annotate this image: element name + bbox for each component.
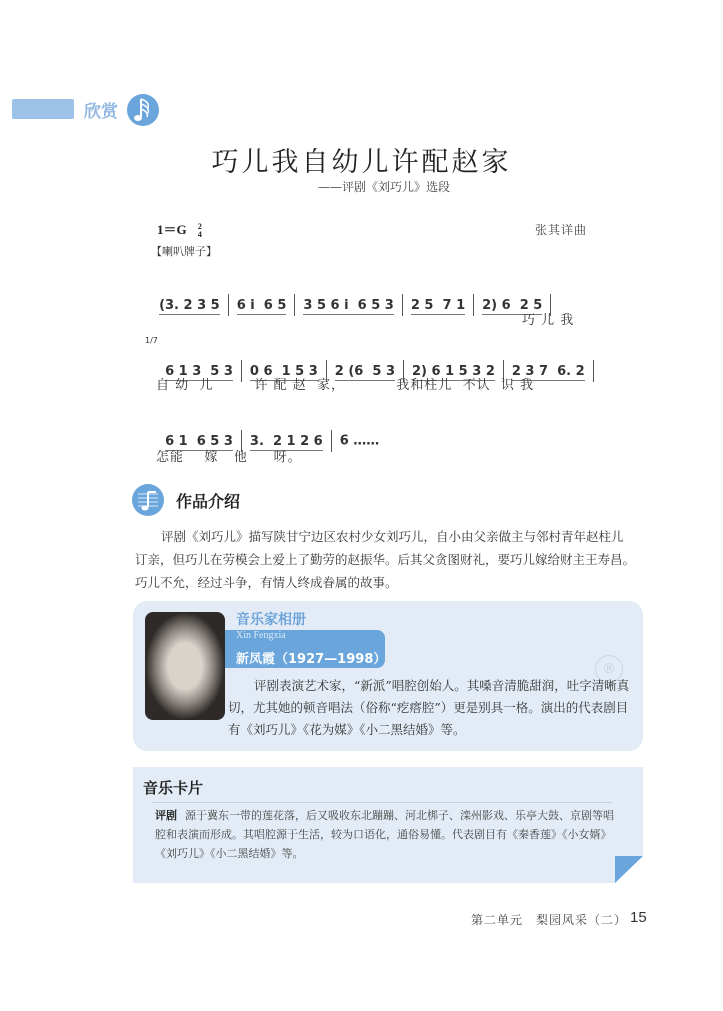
section-label: 欣赏 — [84, 102, 118, 122]
measure: 2) 6 1 5 3 2 — [412, 363, 495, 379]
musician-photo — [145, 612, 225, 720]
intro-title: 作品介绍 — [176, 492, 241, 511]
measure: 6 i 6 5 — [236, 297, 287, 313]
music-note-icon — [126, 93, 160, 127]
score-row-1 — [150, 279, 559, 316]
bar-line — [473, 294, 474, 316]
measure: 6 …… — [339, 433, 380, 449]
musician-pinyin: Xin Fengxia — [236, 630, 286, 641]
card-term: 评剧 — [155, 809, 177, 822]
music-score-icon — [131, 483, 165, 517]
bar-line — [228, 294, 229, 316]
corner-fold-icon — [615, 856, 643, 883]
unit-label: 第二单元 梨园风采（二） — [471, 913, 628, 927]
card-text — [155, 806, 620, 863]
bar-line — [331, 430, 332, 452]
measure: 2) 6 2 5 — [482, 297, 543, 313]
measure: 3. 2 1 2 6 — [249, 433, 323, 449]
measure: 6 1 6 5 3 — [165, 433, 233, 449]
intro-text: 评剧《刘巧儿》描写陕甘宁边区农村少女刘巧儿，自小由父亲做主与邻村青年赵柱儿订亲，但巧儿在劳模会上爱上了勤劳的赵振华。后其父贪图财礼，要巧儿嫁给财主王寿昌。巧儿不允，经过斗争，有情人终成眷属的故事。 — [135, 529, 636, 590]
song-title: 巧儿我自幼儿许配赵家 — [211, 147, 512, 178]
card-title: 音乐卡片 — [143, 779, 204, 797]
song-subtitle: ——评剧《刘巧儿》选段 — [318, 180, 451, 194]
musician-bio: 评剧表演艺术家，“新派”唱腔创始人。其嗓音清脆甜润，吐字清晰真切，尤其她的顿音唱法（俗称“疙瘩腔”）更是别具一格。演出的代表剧目有《刘巧儿》《花为媒》《小二黑结婚》等。 — [228, 678, 630, 737]
measure: (3. 2 3 5 — [159, 297, 220, 313]
card-definition: 源于冀东一带的莲花落，后又吸收东北蹦蹦、河北梆子、滦州影戏、乐亭大鼓、京剧等唱腔和表演而形成。其唱腔源于生活，较为口语化，通俗易懂。代表剧目有《秦香莲》《小女婿》《刘巧儿》《小二黑结婚》等。 — [155, 809, 614, 860]
key-signature — [157, 219, 202, 239]
lyrics-row-1: 巧 儿 我 — [522, 313, 575, 328]
musician-name: 新凤霞（1927—1998） — [236, 652, 387, 667]
time-signature — [198, 223, 202, 239]
grace-note: 1/7 — [145, 336, 158, 345]
measure: 2 3 7 6. 2 — [511, 363, 585, 379]
measure: 2 (6 5 3 — [334, 363, 396, 379]
album-title: 音乐家相册 — [236, 612, 306, 628]
measure: 6 1 3 5 3 — [165, 363, 233, 379]
divider — [152, 802, 612, 803]
bar-line — [294, 294, 295, 316]
measure: 0 6 1 5 3 — [249, 363, 318, 379]
composer: 张其详曲 — [535, 223, 588, 237]
bar-line — [593, 360, 594, 382]
measure: 3 5 6 i 6 5 3 — [303, 297, 394, 313]
lyrics-row-3: 怎能 嫁 他 呀。 — [156, 450, 302, 465]
tune-name: 【喇叭牌子】 — [151, 245, 217, 258]
section-header-bar — [12, 99, 74, 119]
lyrics-row-2: 自 幼 儿 许 配 赵 家， 我和柱儿 不认 识 我 — [156, 378, 534, 393]
page-number: 15 — [630, 909, 647, 926]
time-sig-bottom: 4 — [197, 230, 202, 240]
registered-mark-icon: ® — [595, 655, 623, 683]
key-text: 1＝G — [157, 222, 187, 237]
measure: 2 5 7 1 — [410, 297, 466, 313]
bar-line — [402, 294, 403, 316]
time-sig-top: 2 — [197, 222, 202, 232]
